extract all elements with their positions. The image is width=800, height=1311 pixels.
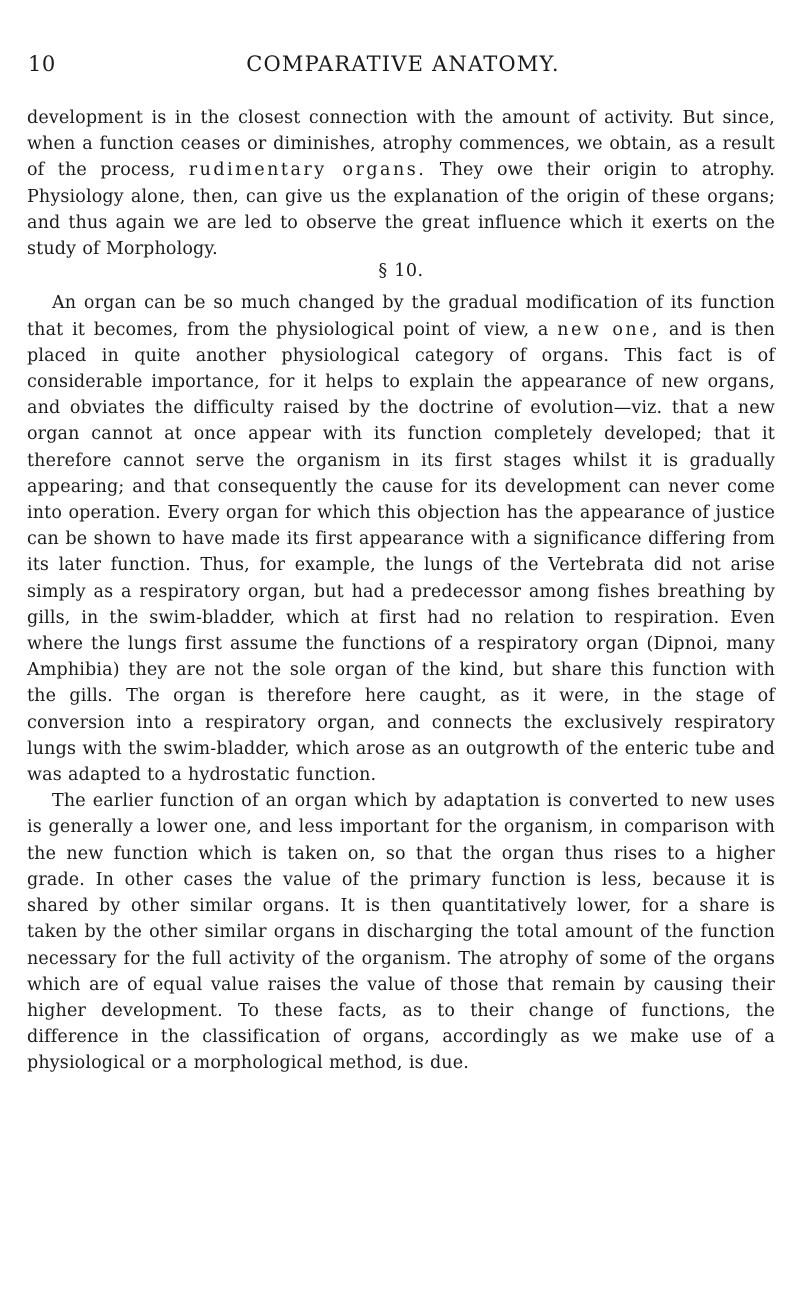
rudimentary-organs-term: rudimentary organs. xyxy=(188,160,427,181)
paragraph-2 xyxy=(27,290,775,788)
running-head xyxy=(28,52,778,82)
page-number: 10 xyxy=(28,52,56,76)
paragraph-1-text-b: They owe their origin to atrophy. Physiology alone, then, can give us the explanation of the origin of these organs; and thus again we are led to observe the great influence which it exerts on the study of Morphology. xyxy=(27,160,775,260)
paragraph-2-text-a: An organ can be so much changed by the gradual modification of its function that it becomes, from the physiological point of view, a xyxy=(27,293,775,340)
paragraph-2-text-b: and is then placed in quite another physiological category of organs. This fact is of considerable importance, for it helps to explain the appearance of new organs, and obviates the difficulty raised by the doctrine of evolution—viz. that a new organ cannot at once appear with its function completely developed; that it therefore cannot serve the organism in its first stages whilst it is gradually appearing; and that consequently the cause for its development can never come into operation. Every organ for which this objection has the appearance of justice can be shown to have made its first appearance with a significance differing from its later function. Thus, for example, the lungs of the Vertebrata did not arise simply as a respiratory organ, but had a predecessor among fishes breathing by gills, in the swim-bladder, which at first had no relation to respiration. Even where the lungs first assume the functions of a respiratory organ (Dipnoi, many Amphibia) they are not the sole organ of the kind, but share this function with the gills. The organ is therefore here caught, as it were, in the stage of conversion into a respiratory organ, and connects the exclusively respiratory lungs with the swim-bladder, which arose as an outgrowth of the enteric tube and was adapted to a hydrostatic function. xyxy=(27,319,776,786)
running-title: COMPARATIVE ANATOMY. xyxy=(246,52,560,76)
paragraph-1 xyxy=(27,105,775,262)
section-heading: § 10. xyxy=(378,261,424,282)
new-one-term: new one, xyxy=(557,319,661,340)
body-text xyxy=(27,105,775,1077)
paragraph-3: The earlier function of an organ which by adaptation is converted to new uses is generally a lower one, and less important for the organism, in comparison with the new function which is taken on, so that the organ thus rises to a higher grade. In other cases the value of the primary function is less, because it is shared by other similar organs. It is then quantitatively lower, for a share is taken by the other similar organs in discharging the total amount of the function necessary for the full activity of the organism. The atrophy of some of the organs which are of equal value raises the value of those that remain by causing their higher development. To these facts, as to their change of functions, the difference in the classification of organs, accordingly as we make use of a physiological or a morphological method, is due. xyxy=(27,791,775,1074)
paragraph-1-text-a: development is in the closest connection with the amount of activity. But since, when a function ceases or diminishes, atrophy commences, we obtain, as a result of the process, xyxy=(27,108,775,181)
